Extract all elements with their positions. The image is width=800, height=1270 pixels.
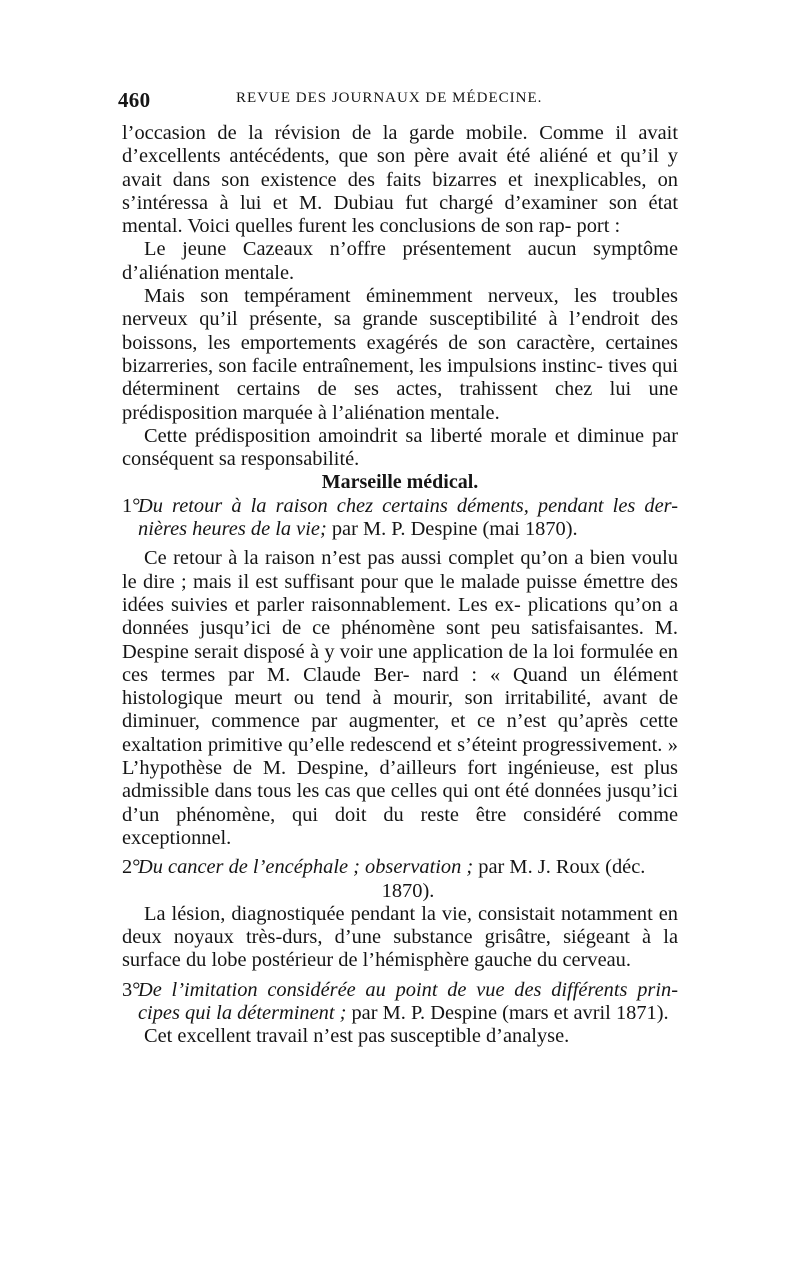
paragraph: Mais son tempérament éminemment nerveux, les troubles nerveux qu’il présente, sa grande susceptibilité à l’endroit des boissons, les emportements exagérés de son caractère, certaines bizarreries, son facile entraînement, les impulsions instinc- tives qui déterminent certains de ses actes, trahissent chez lui une prédisposition marquée à l’aliénation mentale. xyxy=(122,285,678,424)
paragraph: Cette prédisposition amoindrit sa liberté morale et diminue par conséquent sa responsabilité. xyxy=(122,424,678,471)
reference-title: De l’imitation considérée au point de vue des différents prin- cipes qui la déterminent ; xyxy=(138,978,678,1024)
reference-number: 1° xyxy=(122,494,141,517)
running-title: REVUE DES JOURNAUX DE MÉDECINE. xyxy=(236,90,543,106)
reference-number: 3° xyxy=(122,978,141,1001)
reference-date: 1870). xyxy=(381,879,435,902)
reference-entry xyxy=(122,856,678,903)
section-title: Marseille médical. xyxy=(321,471,479,494)
reference-author: par M. P. Despine (mai 1870). xyxy=(326,518,578,541)
paragraph: Ce retour à la raison n’est pas aussi complet qu’on a bien voulu le dire ; mais il est suffisant pour que le malade puisse émettre des idées suivies et parler raisonnablement. Les ex- plications qu’on a données jusqu’ici de ce phénomène sont peu satisfaisantes. M. Despine serait disposé à y voir une application de la loi formulée en ces termes par M. Claude Ber- nard : « Quand un élément histologique meurt ou tend à mourir, son irritabilité, avant de diminuer, commence par augmenter, et ce n’est qu’après cette exaltation primitive qu’elle redescend et s’éteint progressivement. » L’hypothèse de M. Despine, d’ailleurs fort ingénieuse, est plus admissible dans tous les cas que celles qui ont été données jusqu’ici d’un phénomène, qui doit du reste être considéré comme exceptionnel. xyxy=(122,547,678,849)
reference-author: par M. P. Despine (mars et avril 1871). xyxy=(346,1001,669,1024)
page-header xyxy=(118,88,678,114)
page-body xyxy=(122,122,678,1049)
reference-entry xyxy=(122,979,678,1026)
reference-entry xyxy=(122,495,678,542)
reference-title: Du retour à la raison chez certains déments, pendant les der- nières heures de la vie; xyxy=(138,494,678,541)
reference-title: Du cancer de l’encéphale ; observation ; xyxy=(138,856,474,879)
reference-author: par M. J. Roux (déc. xyxy=(473,856,646,879)
paragraph: Cet excellent travail n’est pas susceptible d’analyse. xyxy=(144,1025,570,1048)
page-number: 460 xyxy=(118,88,151,112)
paragraph: La lésion, diagnostiquée pendant la vie, consistait notamment en deux noyaux très-durs, d’une substance grisâtre, siégeant à la surface du lobe postérieur de l’hémisphère gauche du cerveau. xyxy=(122,902,678,972)
reference-number: 2° xyxy=(122,856,141,879)
paragraph: l’occasion de la révision de la garde mobile. Comme il avait d’excellents antécédents, que son père avait été aliéné et qu’il y avait dans son existence des faits bizarres et inexplicables, on s’intéressa à lui et M. Dubiau fut chargé d’examiner son état mental. Voici quelles furent les conclusions de son rap- port : xyxy=(122,122,678,238)
paragraph: Le jeune Cazeaux n’offre présentement aucun symptôme d’aliénation mentale. xyxy=(122,238,678,284)
